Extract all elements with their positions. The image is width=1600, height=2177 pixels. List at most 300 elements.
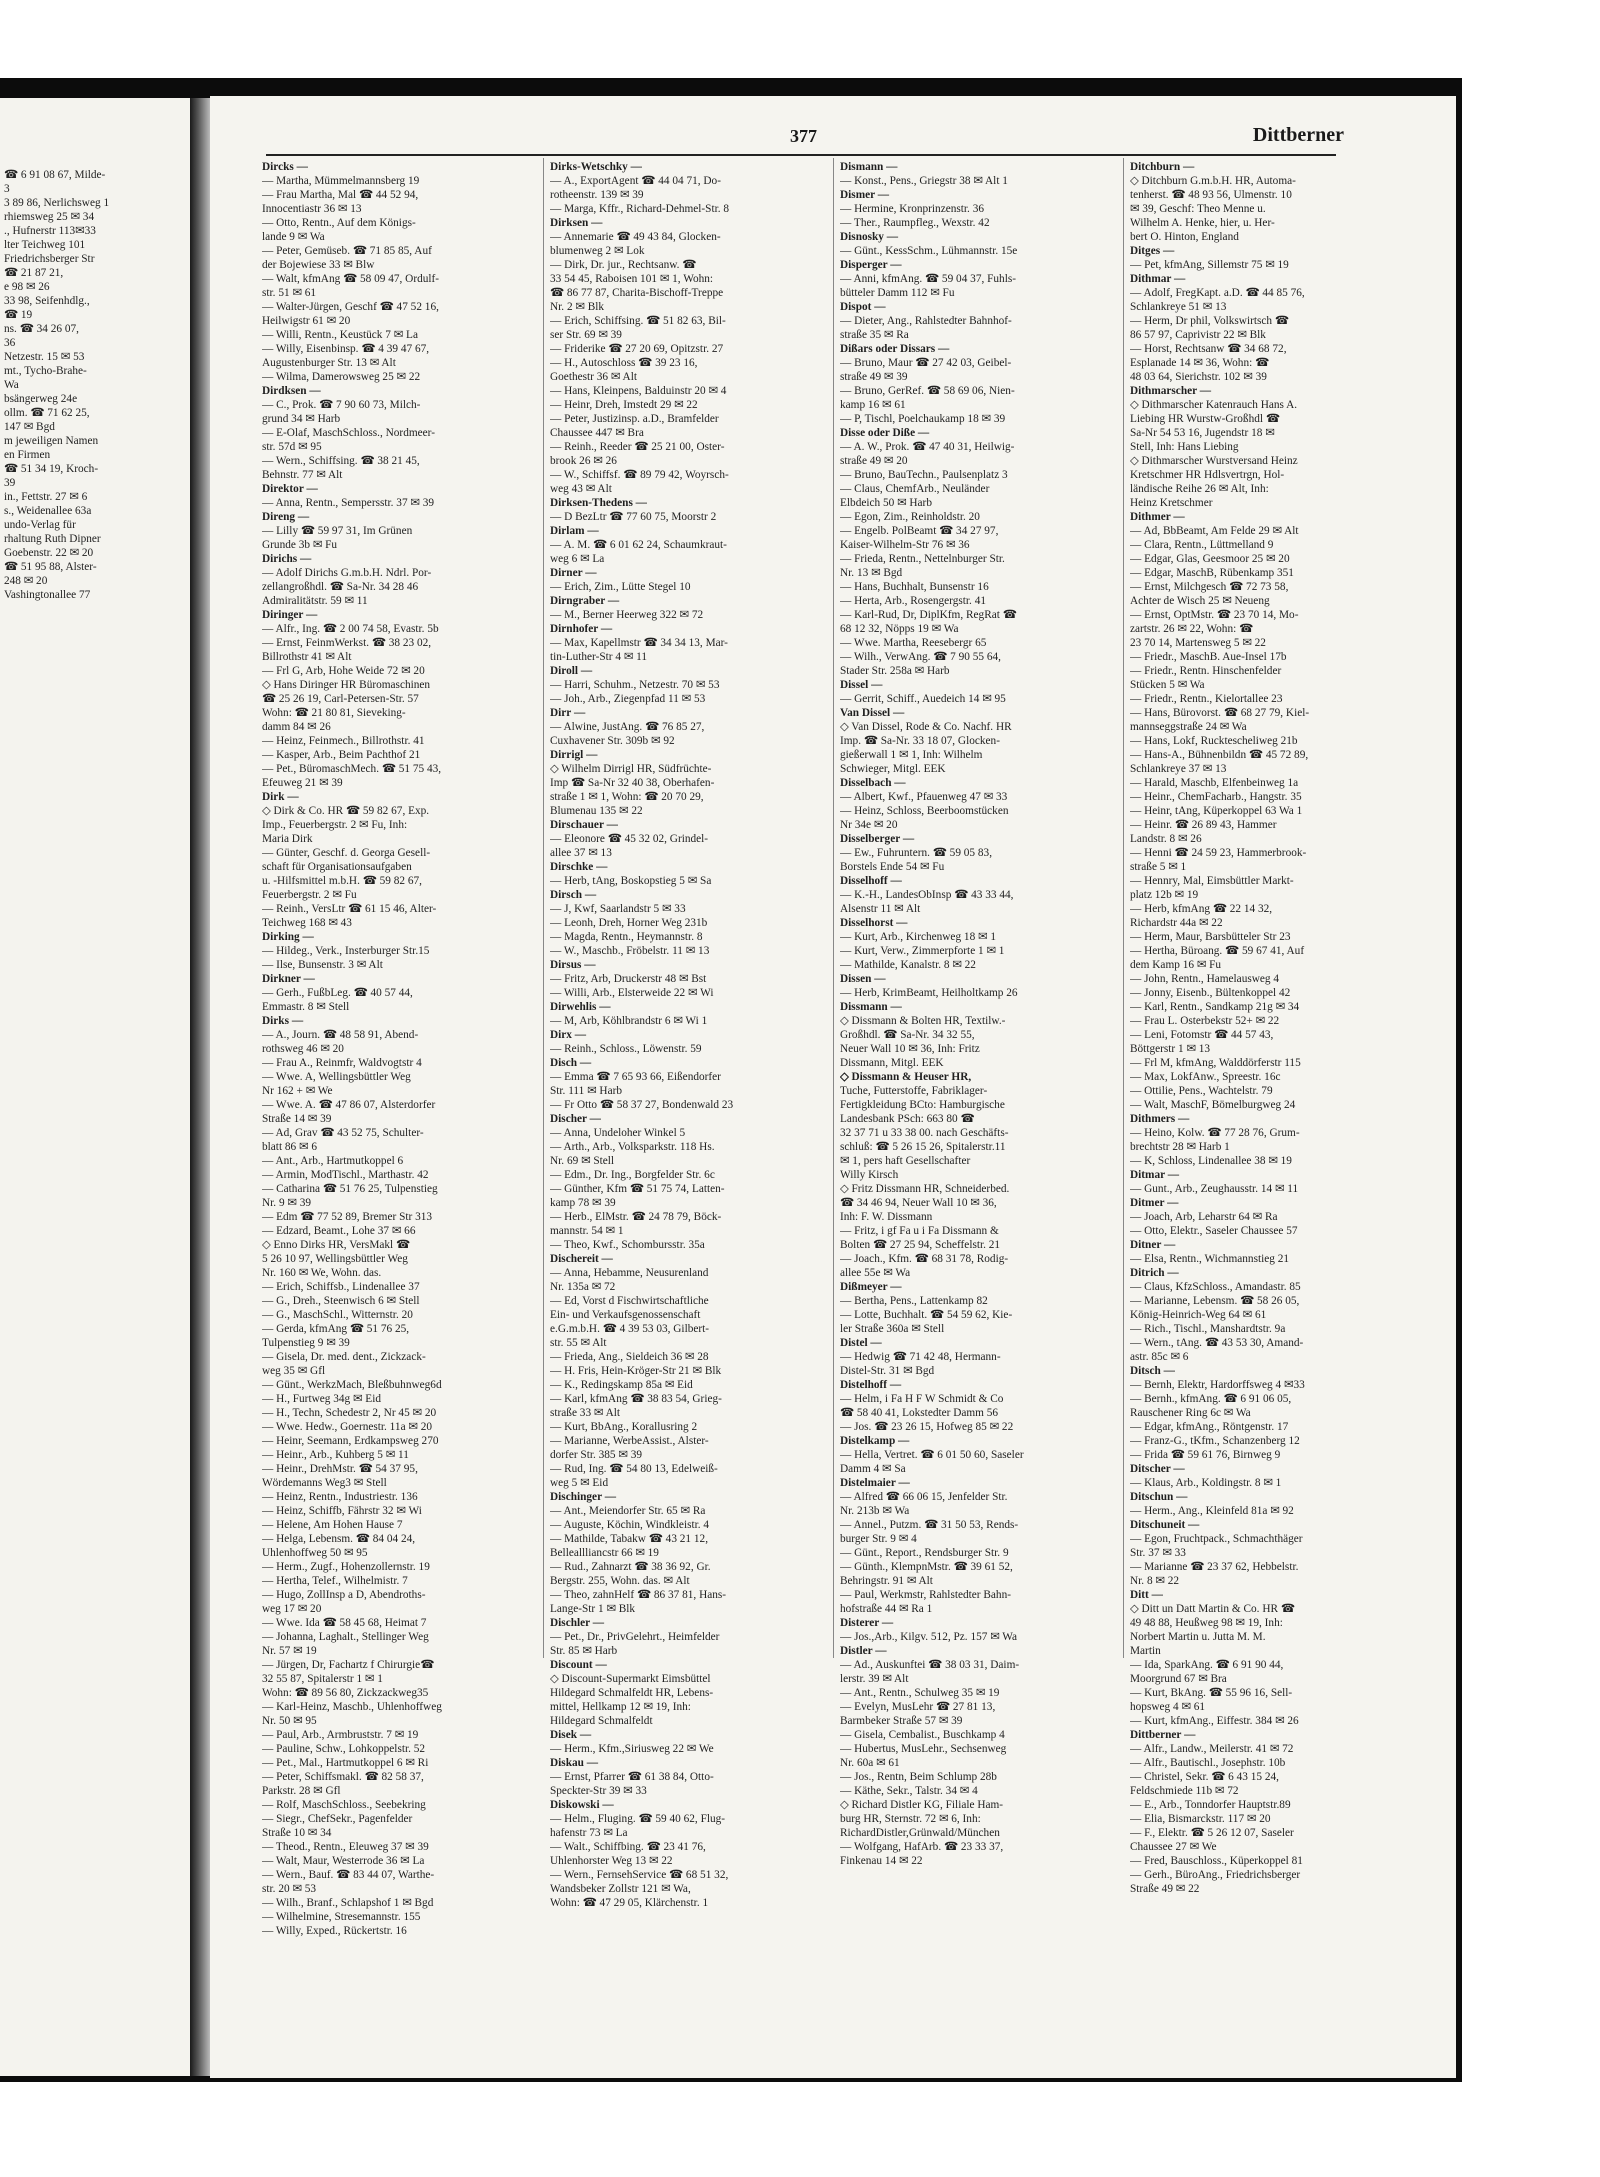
surname-heading: Dirwehlis — — [550, 1001, 611, 1013]
surname-heading: Dittberner — — [1130, 1729, 1196, 1741]
directory-entry-line: — Walt, Maur, Westerrode 36 ✉ La — [262, 1855, 425, 1867]
directory-entry-line: — Gerrit, Schiff., Auedeich 14 ✉ 95 — [840, 693, 1006, 705]
directory-entry-line: — Frau Martha, Mal ☎ 44 52 94, — [262, 189, 419, 201]
directory-entry-line: blumenweg 2 ✉ Lok — [550, 245, 645, 257]
surname-heading: Dissel — — [840, 679, 883, 691]
directory-entry-line: — Alfr., Bautischl., Josephstr. 10b — [1130, 1757, 1286, 1769]
directory-entry-line: — Magda, Rentn., Heymannstr. 8 — [550, 931, 703, 943]
directory-entry-line: — Kurt, Verw., Zimmerpforte 1 ✉ 1 — [840, 945, 1005, 957]
directory-entry-line: — K, Schloss, Lindenallee 38 ✉ 19 — [1130, 1155, 1292, 1167]
directory-entry-line: Böttgerstr 1 ✉ 13 — [1130, 1043, 1211, 1055]
directory-entry-line: — Herb., ElMstr. ☎ 24 78 79, Böck- — [550, 1211, 722, 1223]
surname-heading: Distelkamp — — [840, 1435, 910, 1447]
directory-entry-line: kamp 16 ✉ 61 — [840, 399, 906, 411]
directory-entry-line: — Wern., tAng. ☎ 43 53 30, Amand- — [1130, 1337, 1304, 1349]
directory-entry-line: — Fritz, Arb, Druckerstr 48 ✉ Bst — [550, 973, 707, 985]
directory-entry-line: — Jos., Rentn, Beim Schlump 28b — [840, 1771, 997, 1783]
directory-entry-line: — Reinh., VersLtr ☎ 61 15 46, Alter- — [262, 903, 437, 915]
directory-entry-line: — Clara, Rentn., Lüttmelland 9 — [1130, 539, 1274, 551]
directory-entry-line: — Helga, Lebensm. ☎ 84 04 24, — [262, 1533, 416, 1545]
directory-entry-line: — Peter, Gemüseb. ☎ 71 85 85, Auf — [262, 245, 432, 257]
directory-entry-line: — Rich., Tischl., Manshardtstr. 9a — [1130, 1323, 1286, 1335]
left-page-line: ollm. ☎ 71 62 25, — [4, 407, 90, 419]
directory-entry-line: — Klaus, Arb., Koldingstr. 8 ✉ 1 — [1130, 1477, 1282, 1489]
surname-heading: Dißmeyer — — [840, 1281, 902, 1293]
directory-entry-line: Behnstr. 77 ✉ Alt — [262, 469, 343, 481]
directory-entry-line: 5 26 10 97, Wellingsbüttler Weg — [262, 1253, 408, 1265]
directory-entry-line: — Hans, Bürovorst. ☎ 68 27 79, Kiel- — [1130, 707, 1310, 719]
directory-entry-line: ◇ Hans Diringer HR Büromaschinen — [262, 679, 431, 691]
directory-entry-line: — Harald, Maschb, Elfenbeinweg 1a — [1130, 777, 1299, 789]
directory-entry-line: Nr. 8 ✉ 22 — [1130, 1575, 1180, 1587]
surname-heading: Disselbach — — [840, 777, 906, 789]
left-page-line: ns. ☎ 34 26 07, — [4, 323, 79, 335]
left-page-line: ., Hufnerstr 113✉33 — [4, 225, 96, 237]
directory-entry-line: — Heinz, Rentn., Industriestr. 136 — [262, 1491, 418, 1503]
directory-entry-line: — Wwe. A. ☎ 47 86 07, Alsterdorfer — [262, 1099, 436, 1111]
directory-entry-line: — Max, Kapellmstr ☎ 34 34 13, Mar- — [550, 637, 728, 649]
surname-heading: Dirsus — — [550, 959, 596, 971]
left-page-column — [4, 168, 188, 602]
directory-entry-line: astr. 85c ✉ 6 — [1130, 1351, 1189, 1363]
directory-entry-line: Alsenstr 11 ✉ Alt — [840, 903, 921, 915]
left-page-line: Goebenstr. 22 ✉ 20 — [4, 547, 94, 559]
directory-entry-line: — Alwine, JustAng. ☎ 76 85 27, — [550, 721, 705, 733]
surname-heading: Diroll — — [550, 665, 593, 677]
directory-entry-line: — Willi, Rentn., Keustück 7 ✉ La — [262, 329, 418, 341]
directory-entry-line: brook 26 ✉ 26 — [550, 455, 617, 467]
directory-entry-line: — Heinr, tAng, Küperkoppel 63 Wa 1 — [1130, 805, 1303, 817]
directory-entry-line: — Edm., Dr. Ing., Borgfelder Str. 6c — [550, 1169, 715, 1181]
surname-heading: Dirschauer — — [550, 819, 618, 831]
directory-entry-line: ◇ Dissmann & Bolten HR, Textilw.- — [840, 1015, 1006, 1027]
directory-entry-line: Distel-Str. 31 ✉ Bgd — [840, 1365, 935, 1377]
directory-entry-line: — Paul, Arb., Armbruststr. 7 ✉ 19 — [262, 1729, 419, 1741]
directory-entry-line: — Adolf Dirichs G.m.b.H. Ndrl. Por- — [262, 567, 432, 579]
directory-entry-line: — Herb, tAng, Boskopstieg 5 ✉ Sa — [550, 875, 712, 887]
directory-entry-line: — Edgar, Glas, Geesmoor 25 ✉ 20 — [1130, 553, 1290, 565]
directory-entry-line: straße 49 ✉ 20 — [840, 455, 908, 467]
directory-entry-line: — Heinr. ☎ 26 89 43, Hammer — [1130, 819, 1277, 831]
directory-entry-line: — Helm, i Fa H F W Schmidt & Co — [840, 1393, 1004, 1405]
directory-entry-line: — Karl, kfmAng ☎ 38 83 54, Grieg- — [550, 1393, 722, 1405]
left-page-line: ☎ 6 91 08 67, Milde- — [4, 169, 106, 181]
directory-entry-line: der Bojewiese 33 ✉ Blw — [262, 259, 375, 271]
left-page-line: rhaltung Ruth Dipner — [4, 533, 101, 545]
directory-entry-line: allee 55e ✉ Wa — [840, 1267, 911, 1279]
surname-heading: Dischereit — — [550, 1253, 613, 1265]
directory-entry-line: — H., Autoschloss ☎ 39 23 16, — [550, 357, 698, 369]
surname-heading: Ditchburn — — [1130, 161, 1195, 173]
directory-entry-line: — Pauline, Schw., Lohkoppelstr. 52 — [262, 1743, 426, 1755]
directory-entry-line: — Herm., Ang., Kleinfeld 81a ✉ 92 — [1130, 1505, 1294, 1517]
page-number: 377 — [790, 126, 817, 146]
directory-entry-line: zartstr. 26 ✉ 22, Wohn: ☎ — [1130, 623, 1254, 635]
directory-entry-line: kamp 78 ✉ 39 — [550, 1197, 616, 1209]
directory-entry-line: Stell, Inh: Hans Liebing — [1130, 441, 1239, 453]
directory-entry-line: Norbert Martin u. Jutta M. M. — [1130, 1631, 1266, 1643]
directory-entry-line: Wilhelm A. Henke, hier, u. Her- — [1130, 217, 1275, 229]
directory-entry-line: — Siegr., ChefSekr., Pagenfelder — [262, 1813, 413, 1825]
directory-entry-line: — H., Techn, Schedestr 2, Nr 45 ✉ 20 — [262, 1407, 437, 1419]
directory-entry-line: — Elia, Bismarckstr. 117 ✉ 20 — [1130, 1813, 1271, 1825]
directory-entry-line: ◇ Dirk & Co. HR ☎ 59 82 67, Exp. — [262, 805, 430, 817]
surname-heading: Ditges — — [1130, 245, 1175, 257]
directory-entry-line: — Herm., Kfm.,Siriusweg 22 ✉ We — [550, 1743, 714, 1755]
directory-entry-line: — Armin, ModTischl., Marthastr. 42 — [262, 1169, 429, 1181]
directory-entry-line: — Ottilie, Pens., Wachtelstr. 79 — [1130, 1085, 1273, 1097]
directory-entry-line: Hildegard Schmalfeldt — [550, 1715, 653, 1727]
directory-entry-line: Maria Dirk — [262, 833, 313, 845]
directory-entry-line: — Hans, Buchhalt, Bunsenstr 16 — [840, 581, 989, 593]
directory-entry-line: — Helene, Am Hohen Hause 7 — [262, 1519, 403, 1531]
directory-entry-line: — Frau A., Reinmfr, Waldvogtstr 4 — [262, 1057, 422, 1069]
directory-entry-line: — Leonh, Dreh, Horner Weg 231b — [550, 917, 708, 929]
directory-entry-line: — Christel, Sekr. ☎ 6 43 15 24, — [1130, 1771, 1280, 1783]
directory-entry-line: Feldschmiede 11b ✉ 72 — [1130, 1785, 1239, 1797]
surname-heading: Dirsch — — [550, 889, 597, 901]
directory-entry-line: zellangroßhdl. ☎ Sa-Nr. 34 28 46 — [262, 581, 419, 593]
directory-entry-line: — Frieda, Ang., Sieldeich 36 ✉ 28 — [550, 1351, 709, 1363]
directory-entry-line: — Alfr., Landw., Meilerstr. 41 ✉ 72 — [1130, 1743, 1294, 1755]
directory-entry-line: schaft für Organisationsaufgaben — [262, 861, 412, 873]
directory-entry-line: König-Heinrich-Weg 64 ✉ 61 — [1130, 1309, 1267, 1321]
surname-heading: Dirrigl — — [550, 749, 598, 761]
directory-entry-line: — Henni ☎ 24 59 23, Hammerbrook- — [1130, 847, 1307, 859]
directory-entry-line: Schlankreye 51 ✉ 13 — [1130, 301, 1227, 313]
directory-entry-line: — Frau L. Osterbekstr 52+ ✉ 22 — [1130, 1015, 1280, 1027]
directory-entry-line: ✉ 39, Geschf: Theo Menne u. — [1130, 203, 1266, 215]
directory-entry-line: — Evelyn, MusLehr ☎ 27 81 13, — [840, 1701, 996, 1713]
directory-entry-line: Cuxhavener Str. 309b ✉ 92 — [550, 735, 675, 747]
directory-entry-line: — Heinz, Schloss, Beerboomstücken — [840, 805, 1009, 817]
directory-entry-line: Bergstr. 255, Wohn. das. ✉ Alt — [550, 1575, 690, 1587]
directory-entry-line: Grunde 3b ✉ Fu — [262, 539, 338, 551]
directory-entry-line: — Rud, Ing. ☎ 54 80 13, Edelweiß- — [550, 1463, 718, 1475]
directory-entry-line: — Fritz, i gf Fa u i Fa Dissmann & — [840, 1225, 999, 1237]
left-page-line: rhiemsweg 25 ✉ 34 — [4, 211, 95, 223]
directory-entry-line: — Mathilde, Kanalstr. 8 ✉ 22 — [840, 959, 976, 971]
directory-entry-line: — Heinr, Dreh, Imstedt 29 ✉ 22 — [550, 399, 698, 411]
left-page-line: Netzestr. 15 ✉ 53 — [4, 351, 85, 363]
left-page-line: undo-Verlag für — [4, 519, 76, 531]
directory-entry-line: — G., MaschSchl., Witternstr. 20 — [262, 1309, 413, 1321]
directory-entry-line: — Franz-G., tKfm., Schanzenberg 12 — [1130, 1435, 1300, 1447]
directory-entry-line: — Edgar, kfmAng., Röntgenstr. 17 — [1130, 1421, 1289, 1433]
directory-entry-line: — Wwe. A, Wellingsbüttler Weg — [262, 1071, 411, 1083]
directory-entry-line: u. -Hilfsmittel m.b.H. ☎ 59 82 67, — [262, 875, 422, 887]
directory-entry-line: Admiralitätstr. 59 ✉ 11 — [262, 595, 368, 607]
directory-entry-line: ◇ Dithmarscher Katenrauch Hans A. — [1130, 399, 1298, 411]
directory-entry-line: Behringstr. 91 ✉ Alt — [840, 1575, 933, 1587]
directory-entry-line: — Erich, Zim., Lütte Stegel 10 — [550, 581, 691, 593]
directory-entry-line: str. 57d ✉ 95 — [262, 441, 322, 453]
directory-entry-line: — Claus, ChemfArb., Neuländer — [840, 483, 990, 495]
directory-entry-line: — Friderike ☎ 27 20 69, Opitzstr. 27 — [550, 343, 724, 355]
directory-entry-line: — Ilse, Bunsenstr. 3 ✉ Alt — [262, 959, 383, 971]
surname-heading: Ditscher — — [1130, 1463, 1185, 1475]
directory-entry-line: ☎ 58 40 41, Lokstedter Damm 56 — [840, 1407, 999, 1419]
directory-entry-line: 32 55 87, Spitalerstr 1 ✉ 1 — [262, 1673, 383, 1685]
directory-entry-line: Ein- und Verkaufsgenossenschaft — [550, 1309, 701, 1321]
directory-entry-line: — Wern., FernsehService ☎ 68 51 32, — [550, 1869, 729, 1881]
directory-entry-line: — Wwe. Hedw., Goernestr. 11a ✉ 20 — [262, 1421, 432, 1433]
directory-entry-line: — Günt., Report., Rendsburger Str. 9 — [840, 1547, 1009, 1559]
directory-entry-line: — Heinr, Seemann, Erdkampsweg 270 — [262, 1435, 439, 1447]
directory-entry-line: — Alfr., Ing. ☎ 2 00 74 58, Evastr. 5b — [262, 623, 439, 635]
directory-entry-line: lerstr. 39 ✉ Alt — [840, 1673, 909, 1685]
directory-entry-line: Richardstr 44a ✉ 22 — [1130, 917, 1223, 929]
directory-entry-line: Uhlenhoffweg 50 ✉ 95 — [262, 1547, 368, 1559]
directory-entry-line: — Egon, Fruchtpack., Schmachthäger — [1130, 1533, 1303, 1545]
directory-entry-line: — Willi, Arb., Elsterweide 22 ✉ Wi — [550, 987, 714, 999]
surname-heading: Ditmer — — [1130, 1197, 1179, 1209]
directory-entry-line: — Marianne, Lebensm. ☎ 58 26 05, — [1130, 1295, 1300, 1307]
surname-heading: Dithmer — — [1130, 511, 1185, 523]
directory-entry-line: — Hans, Kleinpens, Balduinstr 20 ✉ 4 — [550, 385, 727, 397]
directory-entry-line: — Walt, kfmAng ☎ 58 09 47, Ordulf- — [262, 273, 440, 285]
directory-entry-line: schluß: ☎ 5 26 15 26, Spitalerstr.11 — [840, 1141, 1006, 1153]
directory-entry-line: — Walt, MaschF, Bömelburgweg 24 — [1130, 1099, 1296, 1111]
directory-entry-line: Schwieger, Mitgl. EEK — [840, 763, 946, 775]
directory-entry-line: dem Kamp 16 ✉ Fu — [1130, 959, 1222, 971]
directory-entry-line: weg 6 ✉ La — [550, 553, 605, 565]
directory-entry-line: ◇ Wilhelm Dirrigl HR, Südfrüchte- — [550, 763, 712, 775]
directory-entry-line: str. 51 ✉ 61 — [262, 287, 317, 299]
left-page-line: 36 — [4, 337, 16, 349]
directory-column-2 — [550, 160, 818, 1910]
directory-entry-line: Sa-Nr 54 53 16, Jugendstr 18 ✉ — [1130, 427, 1275, 439]
directory-entry-line: — Gerh., FußbLeg. ☎ 40 57 44, — [262, 987, 413, 999]
surname-heading: Distel — — [840, 1337, 882, 1349]
directory-entry-line: — Dirk, Dr. jur., Rechtsanw. ☎ — [550, 259, 697, 271]
directory-entry-line: straße 1 ✉ 1, Wohn: ☎ 20 70 29, — [550, 791, 704, 803]
directory-entry-line: — Hugo, ZollInsp a D, Abendroths- — [262, 1589, 426, 1601]
directory-entry-line: — Friedr., Rentn., Kielortallee 23 — [1130, 693, 1283, 705]
directory-entry-line: — Emma ☎ 7 65 93 66, Eißendorfer — [550, 1071, 721, 1083]
directory-entry-line: Nr 34e ✉ 20 — [840, 819, 898, 831]
directory-column-3 — [840, 160, 1108, 1868]
directory-entry-line: straße 5 ✉ 1 — [1130, 861, 1187, 873]
directory-entry-line: — Heinz, Schiffb, Fährstr 32 ✉ Wi — [262, 1505, 422, 1517]
directory-entry-line: — Jürgen, Dr, Fachartz f Chirurgie☎ — [262, 1659, 435, 1671]
directory-entry-line: — Jos. ☎ 23 26 15, Hofweg 85 ✉ 22 — [840, 1421, 1014, 1433]
directory-entry-line: Belleallliancstr 66 ✉ 19 — [550, 1547, 659, 1559]
directory-entry-line: — Ant., Rentn., Schulweg 35 ✉ 19 — [840, 1687, 1000, 1699]
directory-entry-line: — Erich, Schiffsing. ☎ 51 82 63, Bil- — [550, 315, 726, 327]
directory-entry-line: Finkenau 14 ✉ 22 — [840, 1855, 923, 1867]
directory-entry-line: — Karl, Rentn., Sandkamp 21g ✉ 34 — [1130, 1001, 1300, 1013]
directory-entry-line: allee 37 ✉ 13 — [550, 847, 612, 859]
directory-entry-line: — Pet, kfmAng, Sillemstr 75 ✉ 19 — [1130, 259, 1289, 271]
directory-entry-line: — Herm, Maur, Barsbütteler Str 23 — [1130, 931, 1291, 943]
left-page-line: 39 — [4, 477, 16, 489]
directory-entry-line: — Fred, Bauschloss., Küperkoppel 81 — [1130, 1855, 1303, 1867]
directory-entry-line: — Kurt, Arb., Kirchenweg 18 ✉ 1 — [840, 931, 996, 943]
directory-entry-line: Nr. 60a ✉ 61 — [840, 1757, 900, 1769]
directory-entry-line: Str. 85 ✉ Harb — [550, 1645, 618, 1657]
directory-entry-line: — Joh., Arb., Ziegenpfad 11 ✉ 53 — [550, 693, 706, 705]
directory-entry-line: — Bruno, Maur ☎ 27 42 03, Geibel- — [840, 357, 1012, 369]
left-page-line: Wa — [4, 379, 19, 391]
directory-entry-line: 23 70 14, Martensweg 5 ✉ 22 — [1130, 637, 1266, 649]
directory-entry-line: Feuerbergstr. 2 ✉ Fu — [262, 889, 357, 901]
directory-entry-line: dorfer Str. 385 ✉ 39 — [550, 1449, 642, 1461]
directory-entry-line: ◇ Discount-Supermarkt Eimsbüttel — [550, 1673, 711, 1685]
directory-entry-line: ◇ Richard Distler KG, Filiale Ham- — [840, 1799, 1004, 1811]
directory-entry-line: Straße 49 ✉ 22 — [1130, 1883, 1200, 1895]
surname-heading: Ditmar — — [1130, 1169, 1180, 1181]
column-divider — [543, 158, 544, 1658]
surname-heading: Dircks — — [262, 161, 308, 173]
directory-entry-line: ✉ 1, pers haft Gesellschafter — [840, 1155, 971, 1167]
directory-entry-line: mittel, Hellkamp 12 ✉ 19, Inh: — [550, 1701, 691, 1713]
directory-entry-line: — Erich, Schiffsb., Lindenallee 37 — [262, 1281, 420, 1293]
surname-heading: Ditschun — — [1130, 1491, 1188, 1503]
directory-entry-line: — Karl-Rud, Dr, DiplKfm, RegRat ☎ — [840, 609, 1017, 621]
directory-entry-line: Liebing HR Wurstw-Großhdl ☎ — [1130, 413, 1280, 425]
directory-entry-line: Landstr. 8 ✉ 26 — [1130, 833, 1202, 845]
directory-entry-line: mannstr. 54 ✉ 1 — [550, 1225, 624, 1237]
left-page-line: 147 ✉ Bgd — [4, 421, 55, 433]
directory-entry-line: — Gerda, kfmAng ☎ 51 76 25, — [262, 1323, 410, 1335]
directory-entry-line: Teichweg 168 ✉ 43 — [262, 917, 352, 929]
directory-entry-line: — Dieter, Ang., Rahlstedter Bahnhof- — [840, 315, 1012, 327]
surname-heading: Distelhoff — — [840, 1379, 902, 1391]
left-page-line: Friedrichsberger Str — [4, 253, 95, 265]
directory-entry-line: — Herm., Zugf., Hohenzollernstr. 19 — [262, 1561, 430, 1573]
directory-entry-line: brechtstr 28 ✉ Harb 1 — [1130, 1141, 1230, 1153]
directory-entry-line: RichardDistler,Grünwald/München — [840, 1827, 1000, 1839]
directory-entry-line: — Willy, Exped., Rückertstr. 16 — [262, 1925, 407, 1937]
directory-entry-line: — Wern., Schiffsing. ☎ 38 21 45, — [262, 455, 420, 467]
directory-entry-line: Nr. 50 ✉ 95 — [262, 1715, 317, 1727]
directory-entry-line: tenherst. ☎ 48 93 56, Ulmenstr. 10 — [1130, 189, 1292, 201]
directory-entry-line: — Wwe. Ida ☎ 58 45 68, Heimat 7 — [262, 1617, 427, 1629]
directory-entry-line: — K.-H., LandesObInsp ☎ 43 33 44, — [840, 889, 1014, 901]
directory-entry-line: ler Straße 360a ✉ Stell — [840, 1323, 945, 1335]
directory-entry-line: ser Str. 69 ✉ 39 — [550, 329, 622, 341]
directory-entry-line: — Ther., Raumpfleg., Wexstr. 42 — [840, 217, 990, 229]
directory-entry-line: Stücken 5 ✉ Wa — [1130, 679, 1205, 691]
surname-heading: Dirks-Wetschky — — [550, 161, 642, 173]
directory-entry-line: — Heinr., DrehMstr. ☎ 54 37 95, — [262, 1463, 418, 1475]
directory-entry-line: Innocentiastr 36 ✉ 13 — [262, 203, 362, 215]
directory-entry-line: — W., Maschb., Fröbelstr. 11 ✉ 13 — [550, 945, 710, 957]
directory-entry-line: — Ant., Meiendorfer Str. 65 ✉ Ra — [550, 1505, 706, 1517]
directory-entry-line: — Walt., Schiffbing. ☎ 23 41 76, — [550, 1841, 706, 1853]
directory-entry-line: Parkstr. 28 ✉ Gfl — [262, 1785, 341, 1797]
directory-entry-line: — Wilma, Damerowsweg 25 ✉ 22 — [262, 371, 421, 383]
directory-entry-line: Kaiser-Wilhelm-Str 76 ✉ 36 — [840, 539, 970, 551]
surname-heading: Distler — — [840, 1645, 887, 1657]
directory-entry-line: 49 48 88, Heußweg 98 ✉ 19, Inh: — [1130, 1617, 1283, 1629]
directory-entry-line: platz 12b ✉ 19 — [1130, 889, 1199, 901]
directory-entry-line: Imp ☎ Sa-Nr 32 40 38, Oberhafen- — [550, 777, 715, 789]
directory-entry-line: Elbdeich 50 ✉ Harb — [840, 497, 932, 509]
directory-entry-line: — Hennry, Mal, Eimsbüttler Markt- — [1130, 875, 1294, 887]
directory-entry-line: — Kurt, BkAng. ☎ 55 96 16, Sell- — [1130, 1687, 1293, 1699]
left-page-line: 248 ✉ 20 — [4, 575, 48, 587]
directory-entry-line: hafenstr 73 ✉ La — [550, 1827, 628, 1839]
directory-entry-line: — Walter-Jürgen, Geschf ☎ 47 52 16, — [262, 301, 439, 313]
directory-entry-line: ☎ 34 46 94, Neuer Wall 10 ✉ 36, — [840, 1197, 997, 1209]
directory-entry-line: — Anna, Rentn., Sempersstr. 37 ✉ 39 — [262, 497, 435, 509]
directory-entry-line: — Theo, zahnHelf ☎ 86 37 81, Hans- — [550, 1589, 727, 1601]
directory-entry-line: — Lotte, Buchhalt. ☎ 54 59 62, Kie- — [840, 1309, 1013, 1321]
directory-entry-line: — A., Journ. ☎ 48 58 91, Abend- — [262, 1029, 419, 1041]
directory-entry-line: — Willy, Eisenbinsp. ☎ 4 39 47 67, — [262, 343, 430, 355]
surname-heading: Discount — — [550, 1659, 607, 1671]
directory-entry-line: — Herta, Arb., Rosengergstr. 41 — [840, 595, 987, 607]
directory-entry-line: — Adolf, FregKapt. a.D. ☎ 44 85 76, — [1130, 287, 1305, 299]
directory-entry-line: straße 33 ✉ Alt — [550, 1407, 621, 1419]
surname-heading: Dischinger — — [550, 1491, 617, 1503]
directory-entry-line: Blumenau 135 ✉ 22 — [550, 805, 643, 817]
directory-entry-line: hopsweg 4 ✉ 61 — [1130, 1701, 1206, 1713]
directory-entry-line: — H. Fris, Hein-Kröger-Str 21 ✉ Blk — [550, 1365, 722, 1377]
directory-entry-line: — Mathilde, Tabakw ☎ 43 21 12, — [550, 1533, 709, 1545]
directory-entry-line: — Anna, Hebamme, Neusurenland — [550, 1267, 709, 1279]
surname-heading: Dismann — — [840, 161, 898, 173]
directory-entry-line: — Heino, Kolw. ☎ 77 28 76, Grum- — [1130, 1127, 1300, 1139]
directory-entry-line: Martin — [1130, 1645, 1161, 1657]
directory-entry-line: Str. 111 ✉ Harb — [550, 1085, 623, 1097]
directory-entry-line: — Gisela, Dr. med. dent., Zickzack- — [262, 1351, 426, 1363]
surname-heading: Ditt — — [1130, 1589, 1163, 1601]
directory-entry-line: — Theo, Kwf., Schombursstr. 35a — [550, 1239, 705, 1251]
directory-entry-line: — Egon, Zim., Reinholdstr. 20 — [840, 511, 980, 523]
directory-entry-line: — Heinr., ChemFacharb., Hangstr. 35 — [1130, 791, 1302, 803]
directory-entry-line: — Käthe, Sekr., Talstr. 34 ✉ 4 — [840, 1785, 978, 1797]
directory-entry-line: 32 37 71 u 33 38 00. nach Geschäfts- — [840, 1127, 1009, 1139]
directory-entry-line: — Otto, Elektr., Saseler Chaussee 57 — [1130, 1225, 1298, 1237]
directory-entry-line: burger Str. 9 ✉ 4 — [840, 1533, 917, 1545]
directory-entry-line: — Jonny, Eisenb., Bültenkoppel 42 — [1130, 987, 1291, 999]
directory-entry-line: — Ernst, Pfarrer ☎ 61 38 84, Otto- — [550, 1771, 714, 1783]
directory-entry-line: — Johanna, Laghalt., Stellinger Weg — [262, 1631, 429, 1643]
directory-entry-line: damm 84 ✉ 26 — [262, 721, 331, 733]
directory-entry-line: — Hubertus, MusLehr., Sechsenweg — [840, 1743, 1007, 1755]
directory-entry-line: Willy Kirsch — [840, 1169, 899, 1181]
directory-entry-line: — Heinz, Feinmech., Billrothstr. 41 — [262, 735, 425, 747]
directory-entry-line: — C., Prok. ☎ 7 90 60 73, Milch- — [262, 399, 421, 411]
surname-heading: Dirkner — — [262, 973, 315, 985]
directory-entry-line: — G., Dreh., Steenwisch 6 ✉ Stell — [262, 1295, 420, 1307]
directory-entry-line: Speckter-Str 39 ✉ 33 — [550, 1785, 647, 1797]
directory-entry-line: lande 9 ✉ Wa — [262, 231, 325, 243]
directory-entry-line: Straße 14 ✉ 39 — [262, 1113, 332, 1125]
directory-entry-line: — Harri, Schuhm., Netzestr. 70 ✉ 53 — [550, 679, 720, 691]
directory-entry-line: — Ant., Arb., Hartmutkoppel 6 — [262, 1155, 404, 1167]
directory-entry-line: weg 5 ✉ Eid — [550, 1477, 609, 1489]
directory-entry-line: weg 17 ✉ 20 — [262, 1603, 322, 1615]
directory-entry-line: — Gunt., Arb., Zeughausstr. 14 ✉ 11 — [1130, 1183, 1299, 1195]
directory-entry-line: — E., Arb., Tonndorfer Hauptstr.89 — [1130, 1799, 1291, 1811]
directory-entry-line: — Paul, Werkmstr, Rahlstedter Bahn- — [840, 1589, 1011, 1601]
directory-entry-line: Heinz Kretschmer — [1130, 497, 1213, 509]
directory-entry-line: — Ad., Auskunftei ☎ 38 03 31, Daim- — [840, 1659, 1020, 1671]
directory-entry-line: Esplanade 14 ✉ 36, Wohn: ☎ — [1130, 357, 1270, 369]
surname-heading: Dirking — — [262, 931, 314, 943]
directory-entry-line: — Albert, Kwf., Pfauenweg 47 ✉ 33 — [840, 791, 1008, 803]
surname-heading: Distelmaier — — [840, 1477, 910, 1489]
directory-entry-line: ◇ Enno Dirks HR, VersMakl ☎ — [262, 1239, 411, 1251]
directory-entry-line: Str. 37 ✉ 33 — [1130, 1547, 1186, 1559]
directory-entry-line: — Annel., Putzm. ☎ 31 50 53, Rends- — [840, 1519, 1019, 1531]
directory-entry-line: blatt 86 ✉ 6 — [262, 1141, 317, 1153]
left-page-line: lter Teichweg 101 — [4, 239, 86, 251]
